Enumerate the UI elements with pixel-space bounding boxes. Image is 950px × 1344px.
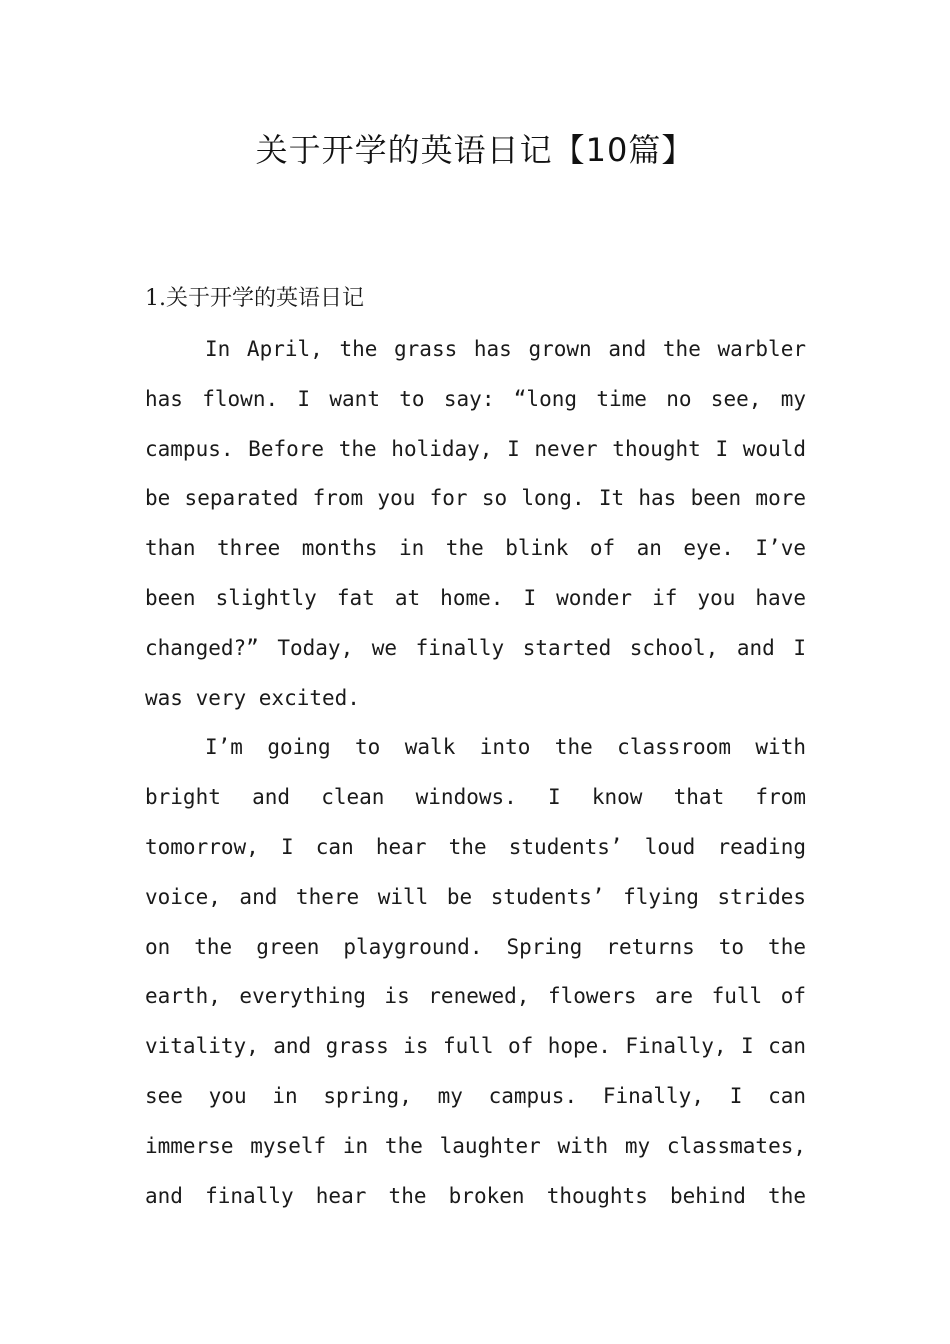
paragraph-2 — [145, 723, 806, 1221]
text-line: be separated from you for so long. It has been more — [145, 486, 806, 511]
section-heading: 1.关于开学的英语日记 — [145, 286, 364, 311]
text-line: changed?” Today, we finally started school, and I — [145, 635, 806, 660]
text-line: I’m going to walk into the classroom with — [205, 735, 806, 760]
text-line: voice, and there will be students’ flying strides — [145, 884, 806, 909]
paragraph-1 — [145, 325, 806, 723]
document-body — [145, 325, 806, 1221]
text-line: immerse myself in the laughter with my classmates, — [145, 1133, 806, 1158]
text-line: has flown. I want to say: “long time no see, my — [145, 386, 806, 411]
text-line: on the green playground. Spring returns to the — [145, 934, 806, 959]
text-line: In April, the grass has grown and the warbler — [205, 337, 806, 361]
text-line: than three months in the blink of an eye. I’ve — [145, 536, 806, 561]
text-line: see you in spring, my campus. Finally, I can — [145, 1083, 806, 1108]
text-line: bright and clean windows. I know that from — [145, 785, 806, 810]
text-line: been slightly fat at home. I wonder if you have — [145, 585, 806, 610]
text-line: and finally hear the broken thoughts behind the — [145, 1183, 806, 1208]
text-line: was very excited. — [145, 685, 360, 710]
text-line: campus. Before the holiday, I never thought I would — [145, 436, 806, 461]
text-line: tomorrow, I can hear the students’ loud reading — [145, 834, 806, 859]
text-line: vitality, and grass is full of hope. Finally, I can — [145, 1034, 806, 1059]
text-line: earth, everything is renewed, flowers are full of — [145, 984, 806, 1009]
document-title: 关于开学的英语日记【10篇】 — [255, 131, 695, 169]
